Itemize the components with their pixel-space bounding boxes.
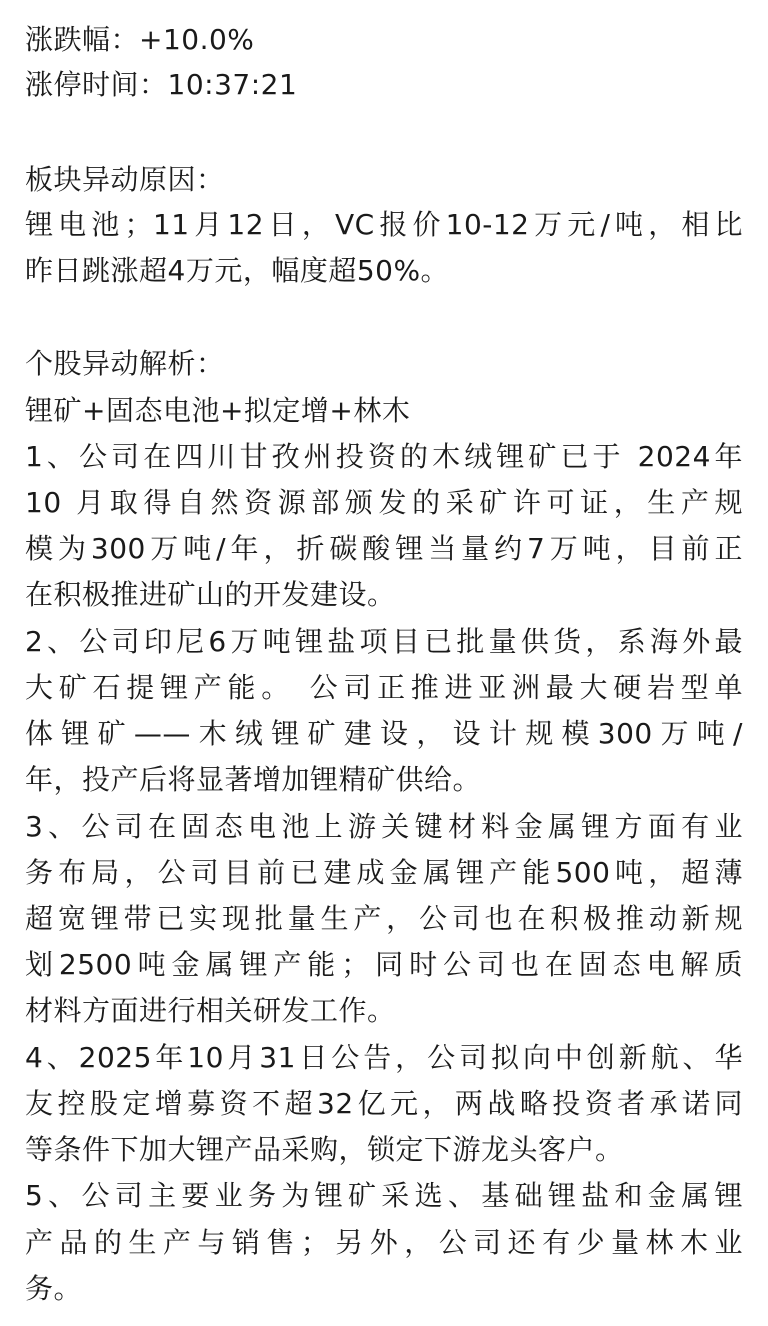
- stock-paragraph-line: 5、公司主要业务为锂矿采选、基础锂盐和金属锂: [25, 1179, 743, 1212]
- stock-paragraph-line: 模为300万吨/年，折碳酸锂当量约7万吨，目前正: [25, 532, 743, 565]
- stock-paragraph-line: 年，投产后将显著增加锂精矿供给。: [25, 763, 482, 796]
- stock-paragraph-line: 10 月取得自然资源部颁发的采矿许可证，生产规: [25, 486, 743, 519]
- stock-paragraph-line: 等条件下加大锂产品采购，锁定下游龙头客户。: [25, 1133, 624, 1166]
- change-percent-text: 涨跌幅：+10.0%: [25, 23, 255, 56]
- stock-tags: 锂矿+固态电池+拟定增+林木: [25, 394, 411, 427]
- sector-line: 锂电池；11月12日，VC报价10-12万元/吨，相比: [25, 208, 743, 241]
- stock-paragraph-line: 体锂矿——木绒锂矿建设，设计规模300万吨/: [25, 717, 743, 750]
- stock-paragraph-line: 1、公司在四川甘孜州投资的木绒锂矿已于 2024年: [25, 440, 743, 473]
- stock-paragraph-line: 3、公司在固态电池上游关键材料金属锂方面有业: [25, 810, 743, 843]
- stock-paragraph-line: 超宽锂带已实现批量生产，公司也在积极推动新规: [25, 902, 743, 935]
- stock-paragraph-line: 划2500吨金属锂产能；同时公司也在固态电解质: [25, 948, 743, 981]
- stock-paragraph-line: 材料方面进行相关研发工作。: [25, 994, 396, 1027]
- stock-heading: 个股异动解析：: [25, 347, 225, 380]
- stock-paragraph-line: 在积极推进矿山的开发建设。: [25, 578, 396, 611]
- stock-paragraph-line: 2、公司印尼6万吨锂盐项目已批量供货，系海外最: [25, 625, 743, 658]
- stock-paragraph-line: 大矿石提锂产能。 公司正推进亚洲最大硬岩型单: [25, 671, 743, 704]
- stock-paragraph-line: 友控股定增募资不超32亿元，两战略投资者承诺同: [25, 1087, 743, 1120]
- sector-heading: 板块异动原因：: [25, 163, 225, 196]
- stock-paragraph-line: 4、2025年10月31日公告，公司拟向中创新航、华: [25, 1041, 743, 1074]
- stock-paragraph-line: 产品的生产与销售；另外，公司还有少量林木业: [25, 1226, 743, 1259]
- stock-paragraph-line: 务。: [25, 1272, 83, 1305]
- stock-paragraph-line: 务布局，公司目前已建成金属锂产能500吨，超薄: [25, 856, 743, 889]
- sector-line: 昨日跳涨超4万元，幅度超50%。: [25, 254, 450, 287]
- limit-up-time-text: 涨停时间：10:37:21: [25, 68, 298, 101]
